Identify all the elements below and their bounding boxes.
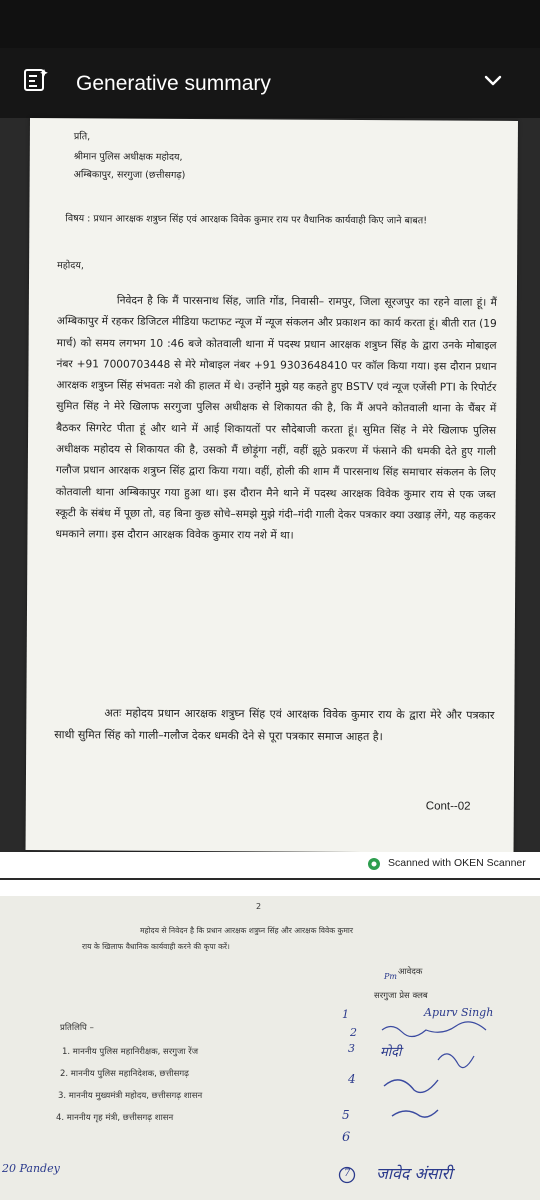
signature-7: जावेद अंसारी	[376, 1164, 453, 1183]
subject: विषय : प्रधान आरक्षक शत्रुघ्न सिंह एवं आरक्षक विवेक कुमार राय पर वैधानिक कार्यवाही किए जाने बाबत!	[65, 213, 428, 227]
salutation: महोदय,	[57, 260, 84, 272]
copy-item: 1. माननीय पुलिस महानिरीक्षक, सरगुजा रेंज	[62, 1047, 199, 1057]
sig-number-7: 7	[344, 1168, 351, 1179]
sig-number: 4	[348, 1072, 356, 1086]
club-name: सरगुजा प्रेस क्लब	[374, 991, 428, 1001]
to-label: प्रति,	[73, 131, 91, 143]
sig-number: 5	[342, 1108, 350, 1122]
document-page-2	[0, 896, 540, 1200]
sig-number: 6	[342, 1130, 351, 1145]
paragraph-2: अतः महोदय प्रधान आरक्षक शत्रुघ्न सिंह एवं आरक्षक विवेक कुमार राय के द्वारा मेरे और पत्रकार साथी सुमित सिंह को गाली–गलौज देकर धमकी देने से पूरा पत्रकार समाज आहत है।	[54, 706, 495, 744]
intro-line2: राय के खिलाफ वैधानिक कार्यवाही करने की कृपा करें।	[82, 942, 230, 951]
signature-3: मोदी	[380, 1045, 402, 1060]
signature-1: Apurv Singh	[424, 1006, 494, 1019]
signature-applicant: Pm	[384, 972, 397, 981]
scanner-watermark: Scanned with OKEN Scanner	[388, 857, 526, 869]
page-number: 2	[256, 902, 262, 911]
applicant-label: आवेदक	[398, 967, 423, 977]
sig-number: 3	[348, 1042, 355, 1055]
document-page-1	[26, 118, 518, 853]
to-line1: श्रीमान पुलिस अधीक्षक महोदय,	[73, 151, 183, 163]
continued-note: Cont--02	[425, 800, 471, 813]
to-line2: अम्बिकापुर, सरगुजा (छत्तीसगढ़)	[73, 169, 186, 181]
intro-line1: महोदय से निवेदन है कि प्रधान आरक्षक शत्रुघ्न सिंह और आरक्षक विवेक कुमार	[140, 926, 353, 935]
copy-item: 2. माननीय पुलिस महानिदेशक, छत्तीसगढ़	[60, 1069, 189, 1079]
status-bar	[0, 0, 540, 48]
sig-number: 2	[350, 1026, 357, 1039]
sig-number: 1	[342, 1008, 349, 1021]
paragraph-1: निवेदन है कि मैं पारसनाथ सिंह, जाति गोंड, निवासी– रामपुर, जिला सूरजपुर का रहने वाला हूं। मैं अम्बिकापुर में रहकर डिजिटल मीडिया फटाफट न्यूज में न्यूज संकलन और प्रकाशन का कार्य करता हूं। बीती रात (19 मार्च) को समय लगभग 10 :46 बजे कोतवाली थाना में पदस्थ प्रधान आरक्षक शत्रुघ्न सिंह के द्वारा उनके मोबाइल नंबर +91 7000703448 से मेरे मोबाइल नंबर +91 9303648410 पर कॉल किया गया। इस दौरान प्रधान आरक्षक शत्रुघ्न सिंह संभवतः नशे की हालत में थे। उन्होंने मुझे यह कहते हुए BSTV एवं न्यूज एजेंसी PTI के रिपोर्टर सुमित सिंह ने मेरे खिलाफ सरगुजा पुलिस अधीक्षक से शिकायत की है, कि मैं अपने कोतवाली थाना के चैंबर में बैठकर सिगरेट पीता हूं और थाने में आई शिकायतों पर सौदेबाजी करता हूं। सुमित सिंह ने मेरे खिलाफ पुलिस अधीक्षक महोदय से शिकायत की है, उसको मैं छोड़ूंगा नहीं, वहीं झूठे प्रकरण में फंसाने की धमकी देते हुए गाली गलौज प्रधान आरक्षक शत्रुघ्न सिंह द्वारा किया गया। वहीं, होली की शाम मैं पारसनाथ सिंह समाचार संकलन के लिए कोतवाली थाना अम्बिकापुर गया हुआ था। इस दौरान मैने थाने में पदस्थ आरक्षक विवेक कुमार राय से एक जब्त स्कूटी के संबंध में पूछा तो, वह बिना कुछ सोचे–समझे मुझे गंदी–गंदी गाली देकर पत्रकार क्या उखाड़ लेंगे, यह कहकर धमकाने लगा। इस दौरान आरक्षक विवेक कुमार राय नशे में था।	[55, 294, 497, 542]
copy-label: प्रतिलिपि –	[60, 1023, 94, 1033]
signature-left: 20 Pandey	[2, 1162, 60, 1175]
chevron-down-icon[interactable]	[478, 66, 508, 96]
scanner-logo-icon	[367, 857, 383, 871]
page-separator	[0, 880, 540, 896]
page-title: Generative summary	[76, 72, 271, 95]
summary-icon	[22, 66, 50, 94]
copy-item: 3. माननीय मुख्यमंत्री महोदय, छत्तीसगढ़ शासन	[58, 1091, 203, 1101]
copy-item: 4. माननीय गृह मंत्री, छत्तीसगढ़ शासन	[56, 1113, 174, 1123]
signature-scribbles	[378, 1020, 498, 1140]
